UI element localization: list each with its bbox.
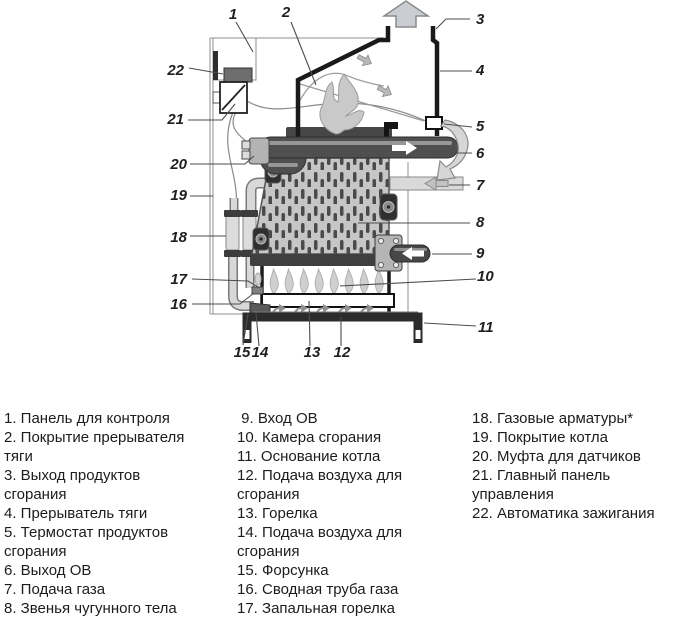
flange-bolt [378,238,383,243]
flame [270,269,278,294]
legend-item-17: 17. Запальная горелка [237,600,396,617]
flue-gas-arrow [355,51,374,69]
flange-bolt [378,262,383,267]
callout-18: 18 [170,229,187,246]
body-boss [380,194,397,220]
valve-cap [241,210,258,217]
callout-11: 11 [478,319,494,336]
legend-item-5: 5. Термостат продуктов сгорания [4,524,169,560]
callout-14: 14 [251,344,269,361]
callout-1: 1 [228,6,238,23]
flame [330,269,338,294]
legend-item-19: 19. Покрытие котла [472,429,608,446]
burner-flames [270,269,383,294]
burner [262,294,394,307]
callout-9: 9 [476,245,485,262]
callout-3: 3 [476,11,485,28]
flue-thermostat [426,117,442,129]
flame [360,269,368,294]
legend-item-18: 18. Газовые арматуры* [472,410,634,427]
wire-to-sensor-sleeve [233,112,250,145]
outlet-tube-highlight [266,141,452,145]
valve-cap [224,210,241,217]
sleeve-tab [242,151,250,159]
flange-bolt [393,238,398,243]
legend-column-1 [4,409,196,618]
legend-item-4: 4. Прерыватель тяги [4,505,148,522]
flame [300,269,308,294]
valve-cap [224,250,241,257]
pilot-flame [255,273,261,285]
callout-22: 22 [167,62,184,79]
wire-to-gas-valves [228,112,237,210]
flange-bolt [393,262,398,267]
smoke-plume [320,74,364,134]
control-panel-bar [213,51,218,80]
callout-17: 17 [170,271,187,288]
legend-item-14: 14. Подача воздуха для сгорания [237,524,403,560]
legend-item-6: 6. Выход ОВ [4,562,92,579]
ignition-automatics [224,68,252,82]
legend-item-10: 10. Камера сгорания [237,429,382,446]
callout-line-3 [436,19,470,29]
legend-item-8: 8. Звенья чугунного тела [4,600,177,617]
sensor-sleeve [249,138,269,164]
callout-12: 12 [333,344,351,361]
exhaust-up-arrow [384,1,428,27]
sleeve-tab [242,141,250,149]
legend-item-15: 15. Форсунка [237,562,329,579]
callout-10: 10 [477,268,494,285]
flame [345,269,353,294]
legend-item-16: 16. Сводная труба газа [237,581,399,598]
boiler-base [245,312,421,343]
legend-item-21: 21. Главный панель управления [472,467,611,503]
flame [315,269,323,294]
gas-supply-pipe [390,177,463,190]
u-bend-highlight [268,163,298,167]
legend-item-13: 13. Горелка [237,505,318,522]
flame [285,269,293,294]
legend-column-2 [237,409,437,618]
callout-20: 20 [170,156,187,173]
legend-item-9: 9. Вход ОВ [237,410,318,427]
callout-21: 21 [167,111,184,128]
control-box-tab [213,92,220,103]
legend-item-22: 22. Автоматика зажигания [472,505,655,522]
legend-item-3: 3. Выход продуктов сгорания [4,467,141,503]
callout-7: 7 [476,177,485,194]
callout-6: 6 [476,145,485,162]
legend-item-1: 1. Панель для контроля [4,410,170,427]
callout-8: 8 [476,214,485,231]
legend-item-11: 11. Основание котла [237,448,381,465]
legend-item-2: 2. Покрытие прерывателя тяги [4,429,185,465]
flame [375,269,383,294]
callout-13: 13 [303,344,321,361]
base-channel [247,317,418,343]
body-bottom-band [250,254,391,266]
outlet-tube [260,137,458,158]
callout-5: 5 [476,118,485,135]
callout-line-11 [424,323,476,326]
callout-16: 16 [170,296,187,313]
base-leg-slot [416,330,421,339]
callout-15: 15 [233,344,251,361]
legend-item-12: 12. Подача воздуха для сгорания [237,467,403,503]
legend-column-3 [472,409,674,523]
callout-2: 2 [281,4,291,21]
legend-item-7: 7. Подача газа [4,581,106,598]
callout-4: 4 [476,62,485,79]
callout-19: 19 [170,187,187,204]
water-inlet-pipe [375,235,430,271]
legend-item-20: 20. Муфта для датчиков [472,448,641,465]
gas-valve-left [226,216,239,250]
body-boss [253,228,269,250]
main-control-box [213,82,247,113]
